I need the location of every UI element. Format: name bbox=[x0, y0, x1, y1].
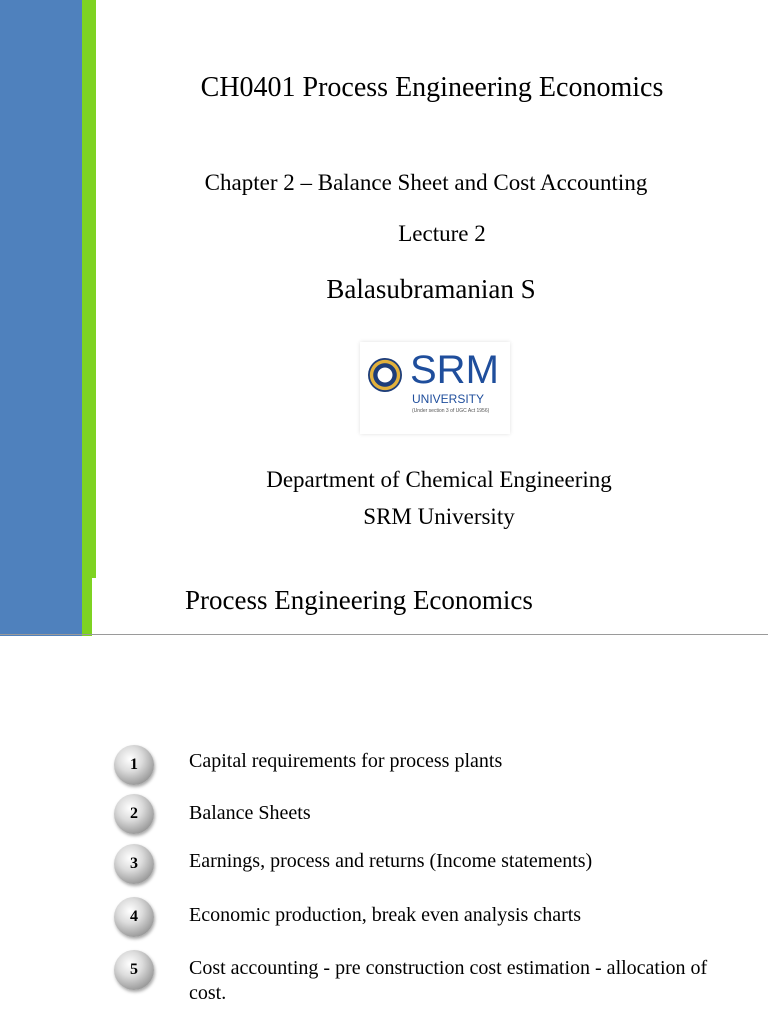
side-bar-blue bbox=[0, 0, 82, 636]
logo-subtitle: UNIVERSITY bbox=[412, 392, 485, 406]
list-item-text: Cost accounting - pre construction cost estimation - allocation of cost. bbox=[189, 957, 708, 1004]
list-item-text: Earnings, process and returns (Income statements) bbox=[189, 850, 593, 872]
university-seal-icon bbox=[368, 358, 402, 392]
number-bubble-icon: 2 bbox=[114, 794, 154, 834]
side-bar-green bbox=[82, 0, 96, 636]
side-bar-notch bbox=[92, 578, 96, 636]
author-name: Balasubramanian S bbox=[326, 274, 536, 304]
number-bubble-icon: 4 bbox=[114, 897, 154, 937]
slide-title: Process Engineering Economics bbox=[185, 585, 533, 615]
slide-divider bbox=[0, 634, 768, 635]
number-bubble-icon: 1 bbox=[114, 745, 154, 785]
course-title: CH0401 Process Engineering Economics bbox=[200, 72, 664, 103]
university-name: SRM University bbox=[363, 504, 515, 529]
department-name: Department of Chemical Engineering bbox=[266, 467, 612, 492]
number-bubble-icon: 3 bbox=[114, 844, 154, 884]
university-logo bbox=[360, 342, 510, 434]
chapter-title: Chapter 2 – Balance Sheet and Cost Accounting bbox=[204, 170, 648, 195]
department-block bbox=[96, 461, 768, 535]
logo-name: SRM bbox=[410, 348, 499, 392]
number-bubble-icon: 5 bbox=[114, 950, 154, 990]
lecture-label: Lecture 2 bbox=[398, 221, 486, 246]
logo-caption: (Under section 3 of UGC Act 1956) bbox=[412, 408, 490, 414]
list-item-text: Balance Sheets bbox=[189, 802, 311, 824]
list-item-text: Capital requirements for process plants bbox=[189, 750, 503, 772]
list-item-text: Economic production, break even analysis charts bbox=[189, 904, 582, 926]
